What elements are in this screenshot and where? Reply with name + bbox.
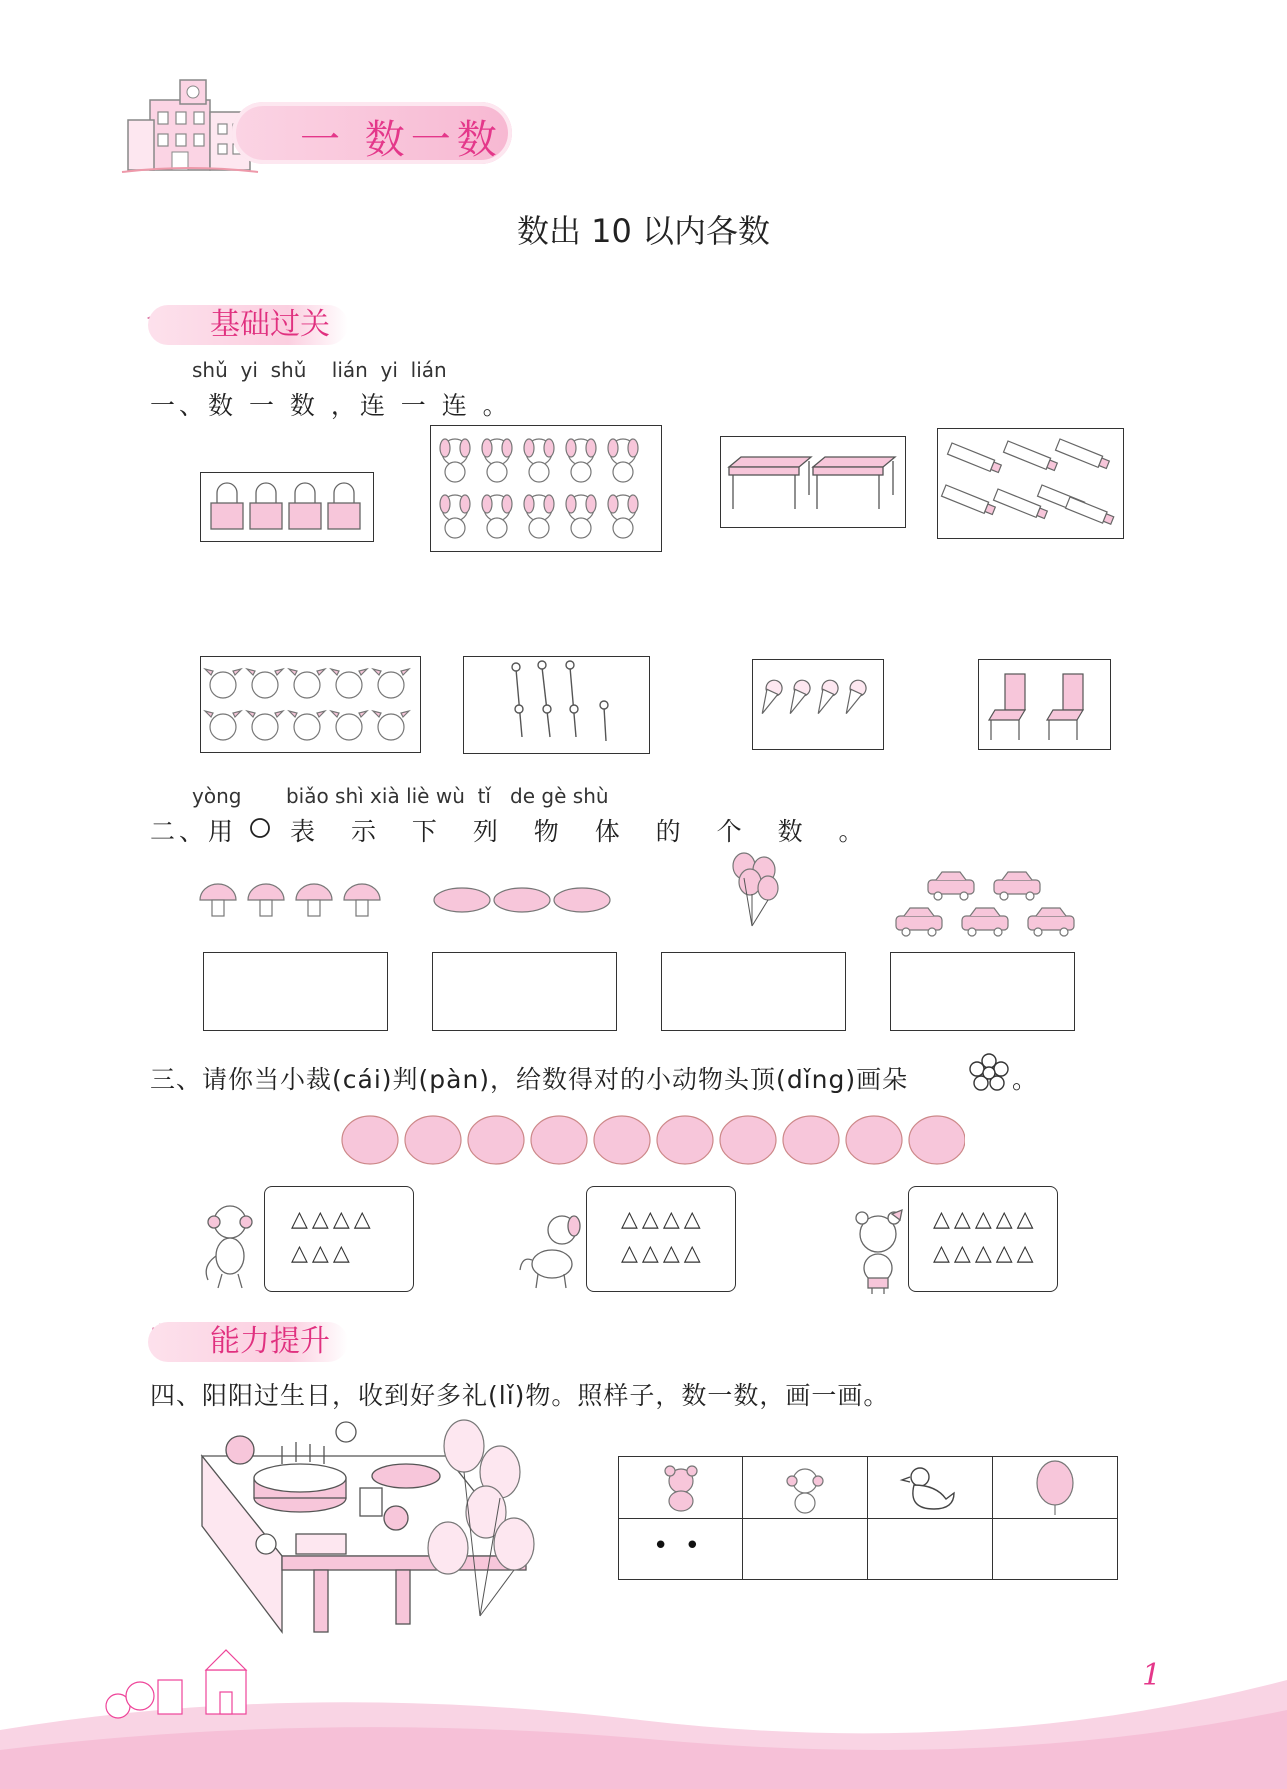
dog-answer-card <box>586 1186 736 1292</box>
bear-answer-card <box>908 1186 1058 1292</box>
table-answer-balloon[interactable] <box>993 1519 1117 1579</box>
answer-box-breads[interactable] <box>432 952 617 1031</box>
table-answer-monkey[interactable] <box>743 1519 868 1579</box>
page-number: 1 <box>1142 1658 1162 1693</box>
balloon-icon <box>993 1457 1117 1519</box>
q1-text: 一、数 一 数 ，连 一 连 。 <box>150 391 512 420</box>
q3-text: 三、请你当小裁(cái)判(pàn)，给数得对的小动物头顶(dǐng)画朵 <box>150 1065 909 1094</box>
monkey-icon <box>196 1200 260 1292</box>
table-answer-duck[interactable] <box>868 1519 993 1579</box>
dog-triangles-row1: △△△△ <box>621 1207 705 1232</box>
q3-text-end: 。 <box>1012 1065 1039 1094</box>
cars-group <box>894 864 1084 946</box>
puppies-box <box>430 425 662 552</box>
bear-icon <box>846 1208 910 1296</box>
section-advanced-label: 能力提升 <box>148 1322 348 1362</box>
answer-box-balloons[interactable] <box>661 952 846 1031</box>
desks-box <box>720 436 906 528</box>
monkey-icon <box>743 1457 868 1519</box>
mushrooms-group <box>196 876 396 926</box>
bear-triangles-row2: △△△△△ <box>933 1241 1038 1266</box>
birthday-table-illustration <box>196 1416 536 1634</box>
locks-box <box>200 472 374 542</box>
flowers-box <box>463 656 650 754</box>
balloons-group <box>722 850 786 930</box>
page-subtitle: 数出 10 以内各数 <box>516 212 771 250</box>
girls-box <box>200 656 421 753</box>
table-header-monkey <box>743 1457 868 1519</box>
chapter-title: 一 数一数 <box>300 117 503 163</box>
table-header-balloon <box>993 1457 1117 1519</box>
bear-icon <box>619 1457 743 1519</box>
ice-creams-box <box>752 659 884 750</box>
q4-text: 四、阳阳过生日，收到好多礼(lǐ)物。照样子，数一数，画一画。 <box>150 1381 890 1410</box>
monkey-triangles-row2: △△△ <box>291 1241 354 1266</box>
table-header-bear <box>619 1457 743 1519</box>
chairs-box <box>978 659 1111 750</box>
q1-pinyin: shǔ yi shǔ lián yi lián <box>192 358 447 382</box>
q2-text-suffix: 表 示 下 列 物 体 的 个 数 。 <box>290 817 878 846</box>
monkey-answer-card <box>264 1186 414 1292</box>
q2-pinyin: yòng biǎo shì xià liè wù tǐ de gè shù <box>192 784 609 808</box>
bear-triangles-row1: △△△△△ <box>933 1207 1038 1232</box>
section-basic-label: 基础过关 <box>148 305 348 345</box>
duck-icon <box>868 1457 993 1519</box>
dog-triangles-row2: △△△△ <box>621 1241 705 1266</box>
dog-icon <box>516 1210 588 1292</box>
table-header-duck <box>868 1457 993 1519</box>
peaches-row <box>340 1110 965 1170</box>
answer-box-cars[interactable] <box>890 952 1075 1031</box>
footer-wave-decoration <box>0 1640 1287 1789</box>
breads-group <box>432 880 616 920</box>
answer-box-mushrooms[interactable] <box>203 952 388 1031</box>
monkey-triangles-row1: △△△△ <box>291 1207 375 1232</box>
toothpaste-box <box>937 428 1124 539</box>
circle-symbol-icon <box>248 816 272 840</box>
example-dots: • • <box>653 1531 704 1561</box>
table-example-cell <box>619 1519 743 1579</box>
flower-icon <box>968 1052 1010 1094</box>
q2-text-prefix: 二、用 <box>150 817 238 846</box>
count-table <box>618 1456 1118 1580</box>
